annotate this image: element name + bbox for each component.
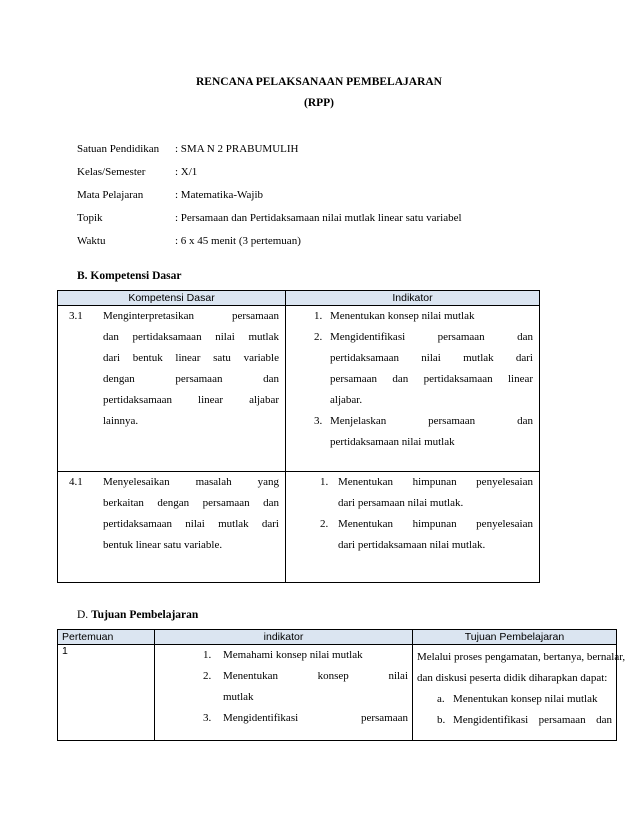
table-row	[58, 306, 540, 472]
indikator-line: mutlak	[223, 691, 254, 703]
identity-value-school: : SMA N 2 PRABUMULIH	[175, 143, 299, 155]
section-d-title-2: Pembelajaran	[129, 609, 199, 621]
indikator-number: 1.	[320, 476, 329, 488]
kd-line: pertidaksamaan linear aljabar	[103, 394, 279, 406]
indikator-line: pertidaksamaan nilai mutlak dari	[330, 352, 533, 364]
kd-cell-4-1	[58, 472, 286, 583]
indikator-number: 1.	[314, 310, 323, 322]
indikator-number: 2.	[314, 331, 323, 343]
kompetensi-dasar-table	[57, 290, 540, 583]
kd-line: dengan persamaan dan	[103, 373, 279, 385]
table-row	[58, 645, 617, 741]
kd-line: dan pertidaksamaan nilai mutlak	[103, 331, 279, 343]
indikator-line: Mengidentifikasi persamaan	[223, 712, 408, 724]
identity-value-subject: : Matematika-Wajib	[175, 189, 263, 201]
kd-cell-3-1	[58, 306, 286, 472]
kd-line: berkaitan dengan persamaan dan	[103, 497, 279, 509]
kd-line: Menginterpretasikan persamaan	[103, 310, 279, 322]
tujuan-item: Mengidentifikasi persamaan dan	[453, 714, 612, 726]
identity-value-class: : X/1	[175, 166, 198, 178]
pertemuan-cell: 1	[58, 645, 155, 741]
identity-label-school: Satuan Pendidikan	[77, 143, 160, 155]
col-header-pertemuan: Pertemuan	[58, 630, 155, 645]
indikator-line: Menentukan himpunan penyelesaian	[338, 476, 533, 488]
tujuan-line: dan diskusi peserta didik diharapkan dapat:	[417, 672, 608, 684]
kd-line: lainnya.	[103, 415, 139, 427]
indikator-line: Memahami konsep nilai mutlak	[223, 649, 363, 661]
col-header-indikator: indikator	[155, 630, 413, 645]
indikator-line: dari pertidaksamaan nilai mutlak.	[338, 539, 486, 551]
indikator-number: 2.	[320, 518, 329, 530]
kd-line: dari bentuk linear satu variable	[103, 352, 279, 364]
identity-label-topic: Topik	[77, 212, 103, 224]
kd-line: pertidaksamaan nilai mutlak dari	[103, 518, 279, 530]
indikator-cell	[155, 645, 413, 741]
tujuan-item: Menentukan konsep nilai mutlak	[453, 693, 598, 705]
section-d-prefix: D.	[77, 609, 89, 621]
tujuan-pembelajaran-table	[57, 629, 626, 741]
indikator-line: dari persamaan nilai mutlak.	[338, 497, 464, 509]
indikator-cell-3-1	[286, 306, 540, 472]
identity-label-time: Waktu	[77, 235, 106, 247]
identity-label-subject: Mata Pelajaran	[77, 189, 144, 201]
tujuan-item-marker: a.	[437, 693, 445, 705]
identity-label-class: Kelas/Semester	[77, 166, 146, 178]
indikator-cell-4-1	[286, 472, 540, 583]
col-header-indikator: Indikator	[286, 291, 540, 306]
col-header-kompetensi-dasar: Kompetensi Dasar	[58, 291, 286, 306]
tujuan-line: Melalui proses pengamatan, bertanya, bernalar,	[417, 651, 626, 663]
col-header-tujuan: Tujuan Pembelajaran	[413, 630, 617, 645]
identity-value-time: : 6 x 45 menit (3 pertemuan)	[175, 235, 301, 247]
indikator-line: Menentukan konsep nilai mutlak	[330, 310, 475, 322]
tujuan-cell	[413, 645, 626, 741]
indikator-line: Menentukan konsep nilai	[223, 670, 408, 682]
kd-number: 3.1	[69, 310, 83, 322]
kd-line: Menyelesaikan masalah yang	[103, 476, 279, 488]
indikator-number: 3.	[203, 712, 212, 724]
document-title: RENCANA PELAKSANAAN PEMBELAJARAN	[196, 76, 442, 88]
indikator-line: Mengidentifikasi persamaan dan	[330, 331, 533, 343]
indikator-number: 2.	[203, 670, 212, 682]
document-subtitle: (RPP)	[303, 97, 334, 109]
identity-value-topic: : Persamaan dan Pertidaksamaan nilai mutlak linear satu variabel	[175, 212, 462, 224]
indikator-number: 1.	[203, 649, 212, 661]
indikator-number: 3.	[314, 415, 323, 427]
table-row	[58, 472, 540, 583]
section-d-title: Tujuan	[91, 609, 127, 621]
kd-line: bentuk linear satu variable.	[103, 539, 223, 551]
section-d-heading	[77, 609, 198, 621]
section-b-heading: B. Kompetensi Dasar	[77, 270, 182, 282]
tujuan-item-marker: b.	[437, 714, 446, 726]
indikator-line: Menjelaskan persamaan dan	[330, 415, 533, 427]
indikator-line: pertidaksamaan nilai mutlak	[330, 436, 455, 448]
indikator-line: Menentukan himpunan penyelesaian	[338, 518, 533, 530]
indikator-line: aljabar.	[330, 394, 363, 406]
kd-number: 4.1	[69, 476, 83, 488]
indikator-line: persamaan dan pertidaksamaan linear	[330, 373, 533, 385]
